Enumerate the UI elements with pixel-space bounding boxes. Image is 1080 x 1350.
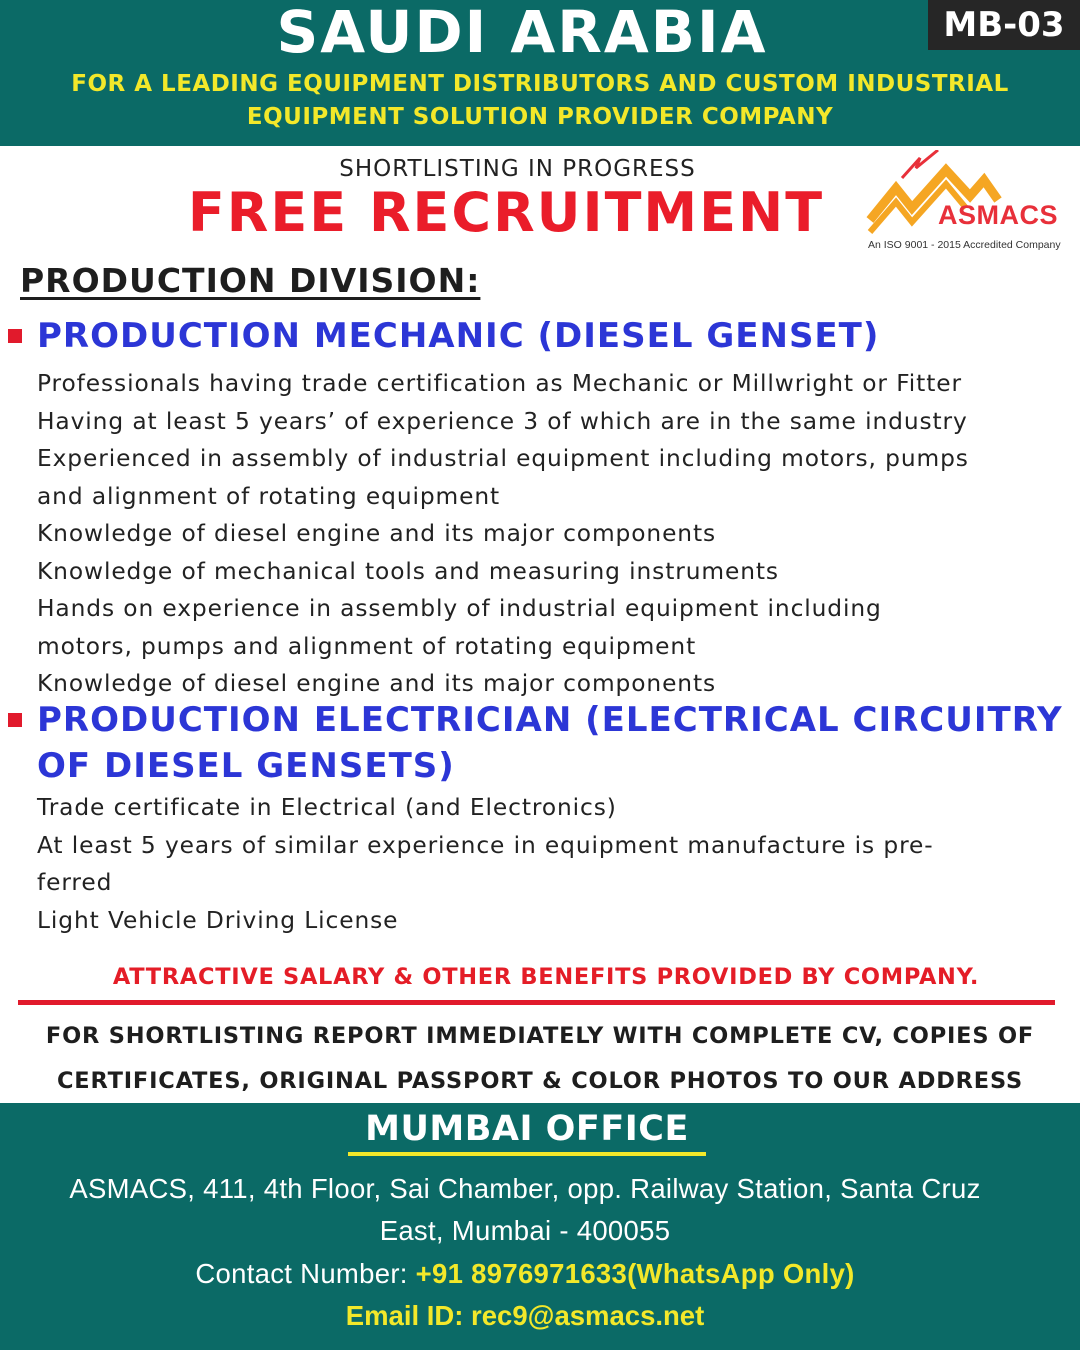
logo-wordmark: ASMACS	[938, 200, 1059, 230]
requirement-item: Light Vehicle Driving License	[37, 906, 399, 934]
free-recruitment-heading: FREE RECRUITMENT	[187, 181, 825, 244]
requirement-item: Trade certificate in Electrical (and Electronics)	[37, 794, 617, 821]
requirement-item: Knowledge of mechanical tools and measuring instruments	[37, 557, 779, 585]
salary-benefits-note: ATTRACTIVE SALARY & OTHER BENEFITS PROVIDED BY COMPANY.	[112, 964, 980, 990]
square-bullet-icon	[8, 713, 22, 727]
address-line: East, Mumbai - 400055	[379, 1215, 671, 1246]
company-description-line: EQUIPMENT SOLUTION PROVIDER COMPANY	[246, 104, 834, 130]
country-title: SAUDI ARABIA	[276, 0, 768, 66]
division-heading: PRODUCTION DIVISION:	[20, 261, 481, 300]
job-title	[0, 697, 1080, 789]
office-heading: MUMBAI OFFICE	[348, 1106, 706, 1156]
report-instructions-line: CERTIFICATES, ORIGINAL PASSPORT & COLOR PHOTOS TO OUR ADDRESS	[57, 1068, 1023, 1094]
job-title-line: PRODUCTION MECHANIC (DIESEL GENSET)	[37, 316, 880, 356]
address-line: ASMACS, 411, 4th Floor, Sai Chamber, opp. Railway Station, Santa Cruz	[69, 1173, 981, 1204]
asmacs-logo	[866, 150, 1070, 256]
requirement-item: Professionals having trade certification as Mechanic or Millwright or Fitter	[37, 370, 962, 397]
requirement-item: At least 5 years of similar experience in equipment manufacture is pre-	[37, 831, 934, 859]
contact-number	[0, 1253, 1050, 1295]
contact-phone-link[interactable]: +91 8976971633(WhatsApp Only)	[415, 1258, 855, 1289]
office-address	[0, 1168, 1050, 1252]
requirement-item: motors, pumps and alignment of rotating equipment	[37, 632, 697, 660]
requirement-list	[0, 789, 1080, 939]
contact-label: Contact Number:	[195, 1258, 416, 1289]
square-bullet-icon	[8, 329, 22, 343]
shortlisting-status: SHORTLISTING IN PROGRESS	[339, 156, 696, 182]
requirement-item: and alignment of rotating equipment	[37, 482, 501, 510]
report-instructions-line: FOR SHORTLISTING REPORT IMMEDIATELY WITH COMPLETE CV, COPIES OF	[45, 1023, 1035, 1049]
logo-tagline: An ISO 9001 - 2015 Accredited Company	[868, 239, 1061, 251]
job-section-mechanic	[0, 313, 1080, 703]
job-section-electrician	[0, 697, 1080, 939]
requirement-item: Hands on experience in assembly of industrial equipment including	[37, 595, 882, 622]
job-title-line: PRODUCTION ELECTRICIAN (ELECTRICAL CIRCUITRY	[37, 700, 1063, 740]
requirement-item: Knowledge of diesel engine and its major components	[37, 520, 717, 547]
company-description	[0, 68, 1080, 134]
requirement-item: ferred	[37, 869, 113, 896]
job-title	[0, 313, 1080, 359]
report-instructions	[0, 1014, 1080, 1104]
job-title-line: OF DIESEL GENSETS)	[37, 746, 455, 786]
job-code-badge: MB-03	[928, 0, 1080, 50]
requirement-item: Experienced in assembly of industrial equipment including motors, pumps	[37, 445, 969, 472]
requirement-item: Knowledge of diesel engine and its major components	[37, 670, 717, 697]
requirement-item: Having at least 5 years’ of experience 3 of which are in the same industry	[37, 407, 968, 435]
email-link[interactable]: Email ID: rec9@asmacs.net	[345, 1300, 705, 1331]
requirement-list	[0, 365, 1080, 703]
red-divider	[18, 1000, 1055, 1005]
company-description-line: FOR A LEADING EQUIPMENT DISTRIBUTORS AND CUSTOM INDUSTRIAL	[71, 71, 1009, 97]
